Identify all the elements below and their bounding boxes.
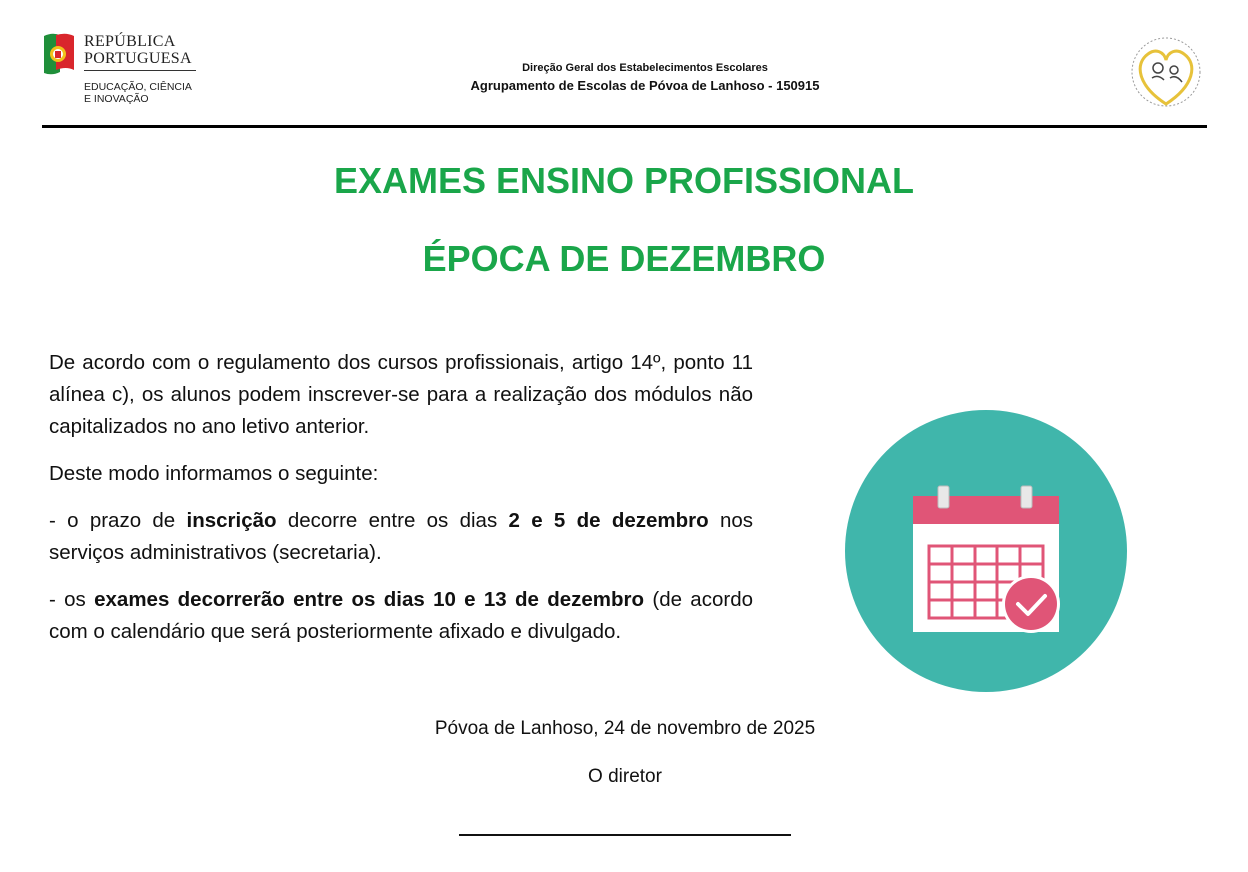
logo-divider (84, 70, 196, 71)
portuguese-republic-emblem-icon (42, 32, 76, 76)
document-header (0, 0, 1248, 130)
signature-line (459, 834, 791, 836)
republic-name (84, 33, 192, 67)
document-subtitle: ÉPOCA DE DEZEMBRO (422, 238, 826, 279)
text-run: - o prazo de (49, 509, 187, 532)
header-rule (42, 125, 1207, 128)
paragraph-registration (49, 505, 753, 569)
bold-registration-dates: 2 e 5 de dezembro (508, 509, 709, 532)
republic-line-2: PORTUGUESA (84, 50, 192, 67)
text-run: decorre entre os dias (276, 509, 509, 532)
direction-name: Direção Geral dos Estabelecimentos Escolares (522, 62, 768, 74)
bold-registration: inscrição (186, 509, 277, 532)
header-institution (420, 60, 870, 96)
paragraph-exams (49, 584, 753, 648)
paragraph-intro: Deste modo informamos o seguinte: (49, 462, 379, 485)
school-name: Agrupamento de Escolas de Póvoa de Lanhoso - 150915 (470, 78, 820, 93)
place-and-date: Póvoa de Lanhoso, 24 de novembro de 2025 (434, 718, 816, 739)
text-run: nos serviços administrativos (secretaria). (49, 509, 754, 564)
ministry-line-2: E INOVAÇÃO (84, 93, 149, 105)
notice-body (49, 347, 753, 663)
bold-exam-dates: exames decorrerão entre os dias 10 e 13 de dezembro (94, 588, 645, 611)
republica-portuguesa-logo (42, 30, 212, 110)
school-logo-icon (1124, 34, 1210, 110)
paragraph-regulation: De acordo com o regulamento dos cursos profissionais, artigo 14º, ponto 11 alínea c), os alunos podem inscrever-se para a realização dos módulos não capitalizados no ano letivo anterior. (49, 351, 753, 438)
republic-line-1: REPÚBLICA (84, 33, 176, 50)
document-title: EXAMES ENSINO PROFISSIONAL (333, 160, 915, 201)
calendar-check-icon (845, 410, 1127, 692)
ministry-line-1: EDUCAÇÃO, CIÊNCIA (84, 81, 192, 93)
signatory-title: O diretor (588, 766, 662, 787)
text-run: (de acordo com o calendário que será posteriormente afixado e divulgado. (49, 588, 753, 643)
ministry-name (84, 81, 192, 105)
text-run: - os (49, 588, 95, 611)
